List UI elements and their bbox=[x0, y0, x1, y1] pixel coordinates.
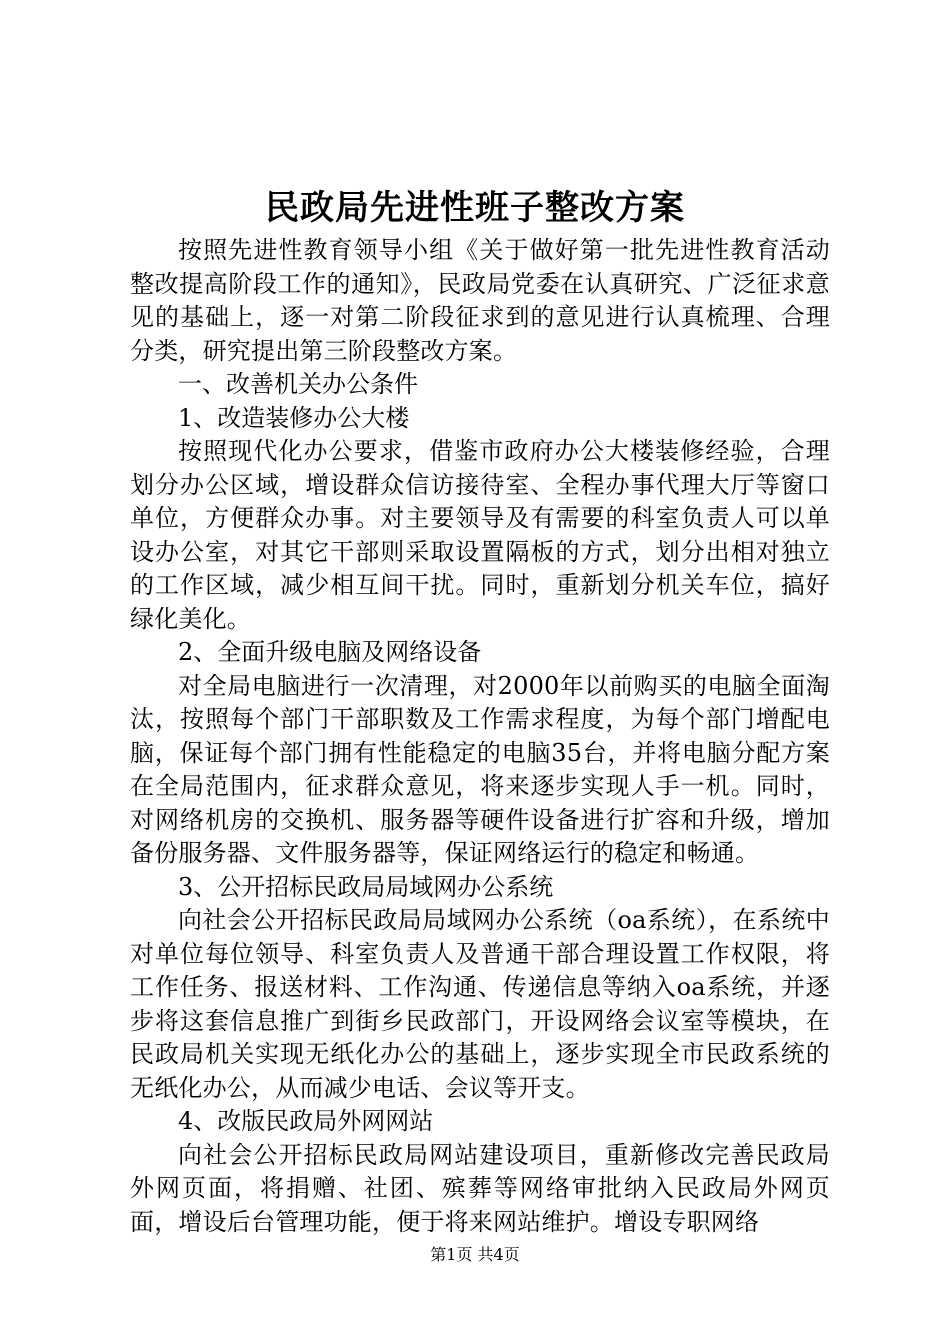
item-paragraph-4: 向社会公开招标民政局网站建设项目，重新修改完善民政局外网页面，将捐赠、社团、殡葬等网络审批纳入民政局外网页面，增设后台管理功能，便于将来网站维护。增设专职网络 bbox=[130, 1140, 830, 1236]
item-heading-2: 2、全面升级电脑及网络设备 bbox=[178, 638, 482, 666]
item-heading-1: 1、改造装修办公大楼 bbox=[178, 403, 410, 432]
item-heading-4: 4、改版民政局外网网站 bbox=[178, 1107, 434, 1135]
item-paragraph-1: 按照现代化办公要求，借鉴市政府办公大楼装修经验，合理划分办公区域，增设群众信访接待室、全程办事代理大厅等窗口单位，方便群众办事。对主要领导及有需要的科室负责人可以单设办公室，对其它干部则采取设置隔板的方式，划分出相对独立的工作区域，减少相互间干扰。同时，重新划分机关车位，搞好绿化美化。 bbox=[130, 437, 830, 633]
document-title: 民政局先进性班子整改方案 bbox=[265, 188, 685, 228]
page-footer: 第1页 共4页 bbox=[430, 1245, 520, 1264]
intro-paragraph: 按照先进性教育领导小组《关于做好第一批先进性教育活动整改提高阶段工作的通知》，民政局党委在认真研究、广泛征求意见的基础上，逐一对第二阶段征求到的意见进行认真梳理、合理分类，研究提出第三阶段整改方案。 bbox=[130, 236, 830, 365]
item-paragraph-2: 对全局电脑进行一次清理，对2000年以前购买的电脑全面淘汰，按照每个部门干部职数及工作需求程度，为每个部门增配电脑，保证每个部门拥有性能稳定的电脑35台，并将电脑分配方案在全局范围内，征求群众意见，将来逐步实现人手一机。同时，对网络机房的交换机、服务器等硬件设备进行扩容和升级，增加备份服务器、文件服务器等，保证网络运行的稳定和畅通。 bbox=[130, 671, 830, 867]
item-paragraph-3: 向社会公开招标民政局局域网办公系统（oa系统），在系统中对单位每位领导、科室负责人及普通干部合理设置工作权限，将工作任务、报送材料、工作沟通、传递信息等纳入oa系统，并逐步将这套信息推广到街乡民政部门，开设网络会议室等模块，在民政局机关实现无纸化办公的基础上，逐步实现全市民政系统的无纸化办公，从而减少电话、会议等开支。 bbox=[130, 906, 830, 1102]
section-heading-1: 一、改善机关办公条件 bbox=[178, 370, 418, 398]
item-heading-3: 3、公开招标民政局局域网办公系统 bbox=[178, 872, 554, 901]
document-body bbox=[130, 234, 830, 1239]
